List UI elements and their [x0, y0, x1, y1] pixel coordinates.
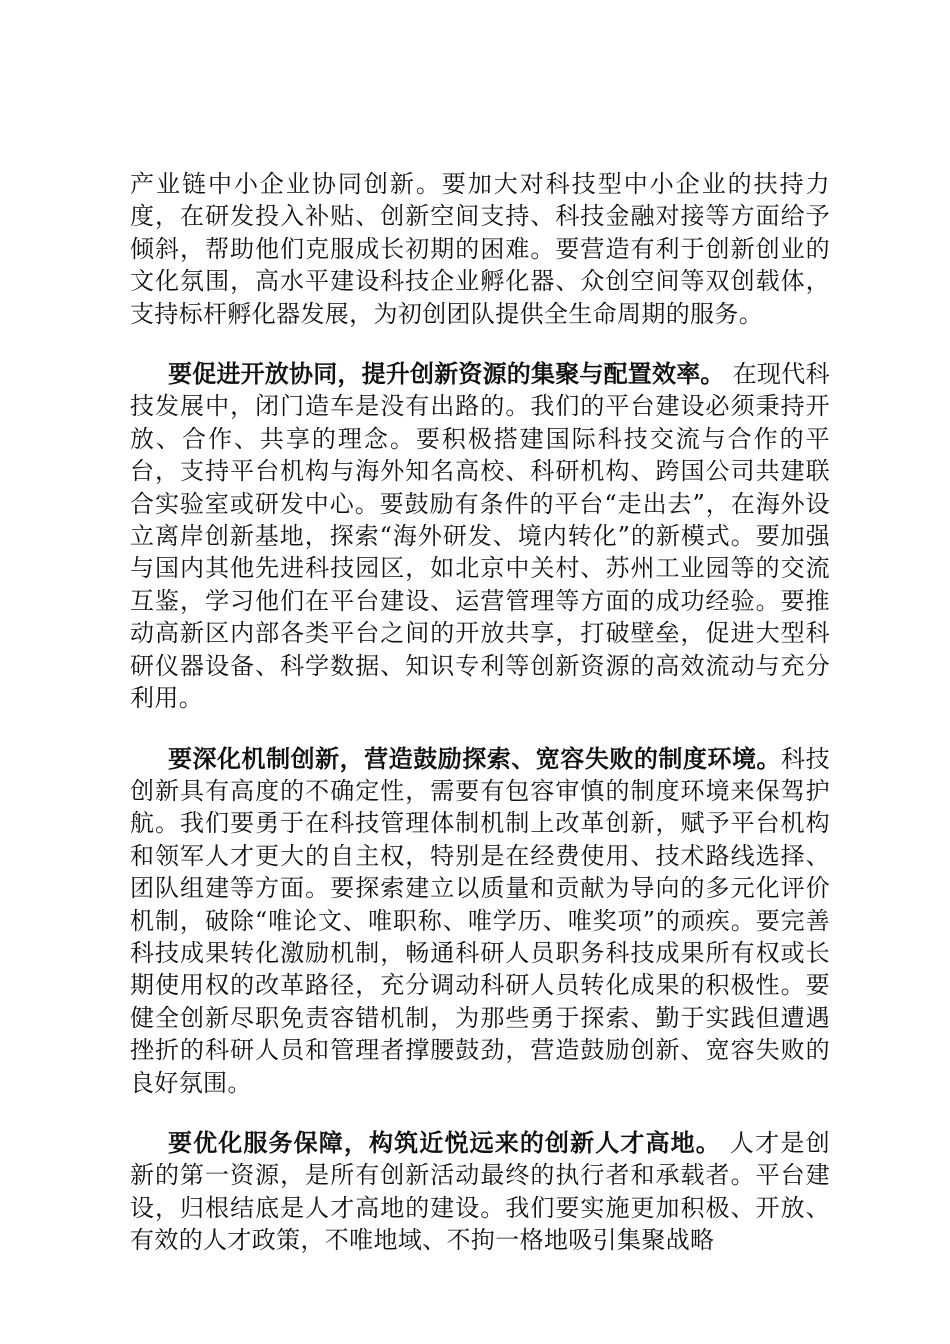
- paragraph-open-collaboration: [130, 358, 830, 714]
- paragraph-continuation: [130, 168, 830, 330]
- document-body: [130, 168, 830, 1257]
- paragraph-heading: 要促进开放协同，提升创新资源的集聚与配置效率。: [168, 360, 725, 389]
- paragraph-talent-service: [130, 1127, 830, 1257]
- paragraph-mechanism-innovation: [130, 743, 830, 1099]
- paragraph-text: 产业链中小企业协同创新。要加大对科技型中小企业的扶持力度，在研发投入补贴、创新空间支持、科技金融对接等方面给予倾斜，帮助他们克服成长初期的困难。要营造有利于创新创业的文化氛围，高水平建设科技企业孵化器、众创空间等双创载体，支持标杆孵化器发展，为初创团队提供全生命周期的服务。: [130, 170, 830, 328]
- paragraph-text: 科技创新具有高度的不确定性，需要有包容审慎的制度环境来保驾护航。我们要勇于在科技管理体制机制上改革创新，赋予平台机构和领军人才更大的自主权，特别是在经费使用、技术路线选择、团队组建等方面。要探索建立以质量和贡献为导向的多元化评价机制，破除“唯论文、唯职称、唯学历、唯奖项”的顽疾。要完善科技成果转化激励机制，畅通科研人员职务科技成果所有权或长期使用权的改革路径，充分调动科研人员转化成果的积极性。要健全创新尽职免责容错机制，为那些勇于探索、勤于实践但遭遇挫折的科研人员和管理者撑腰鼓劲，营造鼓励创新、宽容失败的良好氛围。: [130, 744, 831, 1097]
- paragraph-heading: 要优化服务保障，构筑近悦远来的创新人才高地。: [168, 1128, 721, 1157]
- paragraph-text: 在现代科技发展中，闭门造车是没有出路的。我们的平台建设必须秉持开放、合作、共享的理念。要积极搭建国际科技交流与合作的平台，支持平台机构与海外知名高校、科研机构、跨国公司共建联合实验室或研发中心。要鼓励有条件的平台“走出去”，在海外设立离岸创新基地，探索“海外研发、境内转化”的新模式。要加强与国内其他先进科技园区，如北京中关村、苏州工业园等的交流互鉴，学习他们在平台建设、运营管理等方面的成功经验。要推动高新区内部各类平台之间的开放共享，打破壁垒，促进大型科研仪器设备、科学数据、知识专利等创新资源的高效流动与充分利用。: [130, 360, 830, 713]
- paragraph-heading: 要深化机制创新，营造鼓励探索、宽容失败的制度环境。: [168, 744, 781, 773]
- paragraph-text: 人才是创新的第一资源，是所有创新活动最终的执行者和承载者。平台建设，归根结底是人才高地的建设。我们要实施更加积极、开放、有效的人才政策，不唯地域、不拘一格地吸引集聚战略: [130, 1128, 830, 1255]
